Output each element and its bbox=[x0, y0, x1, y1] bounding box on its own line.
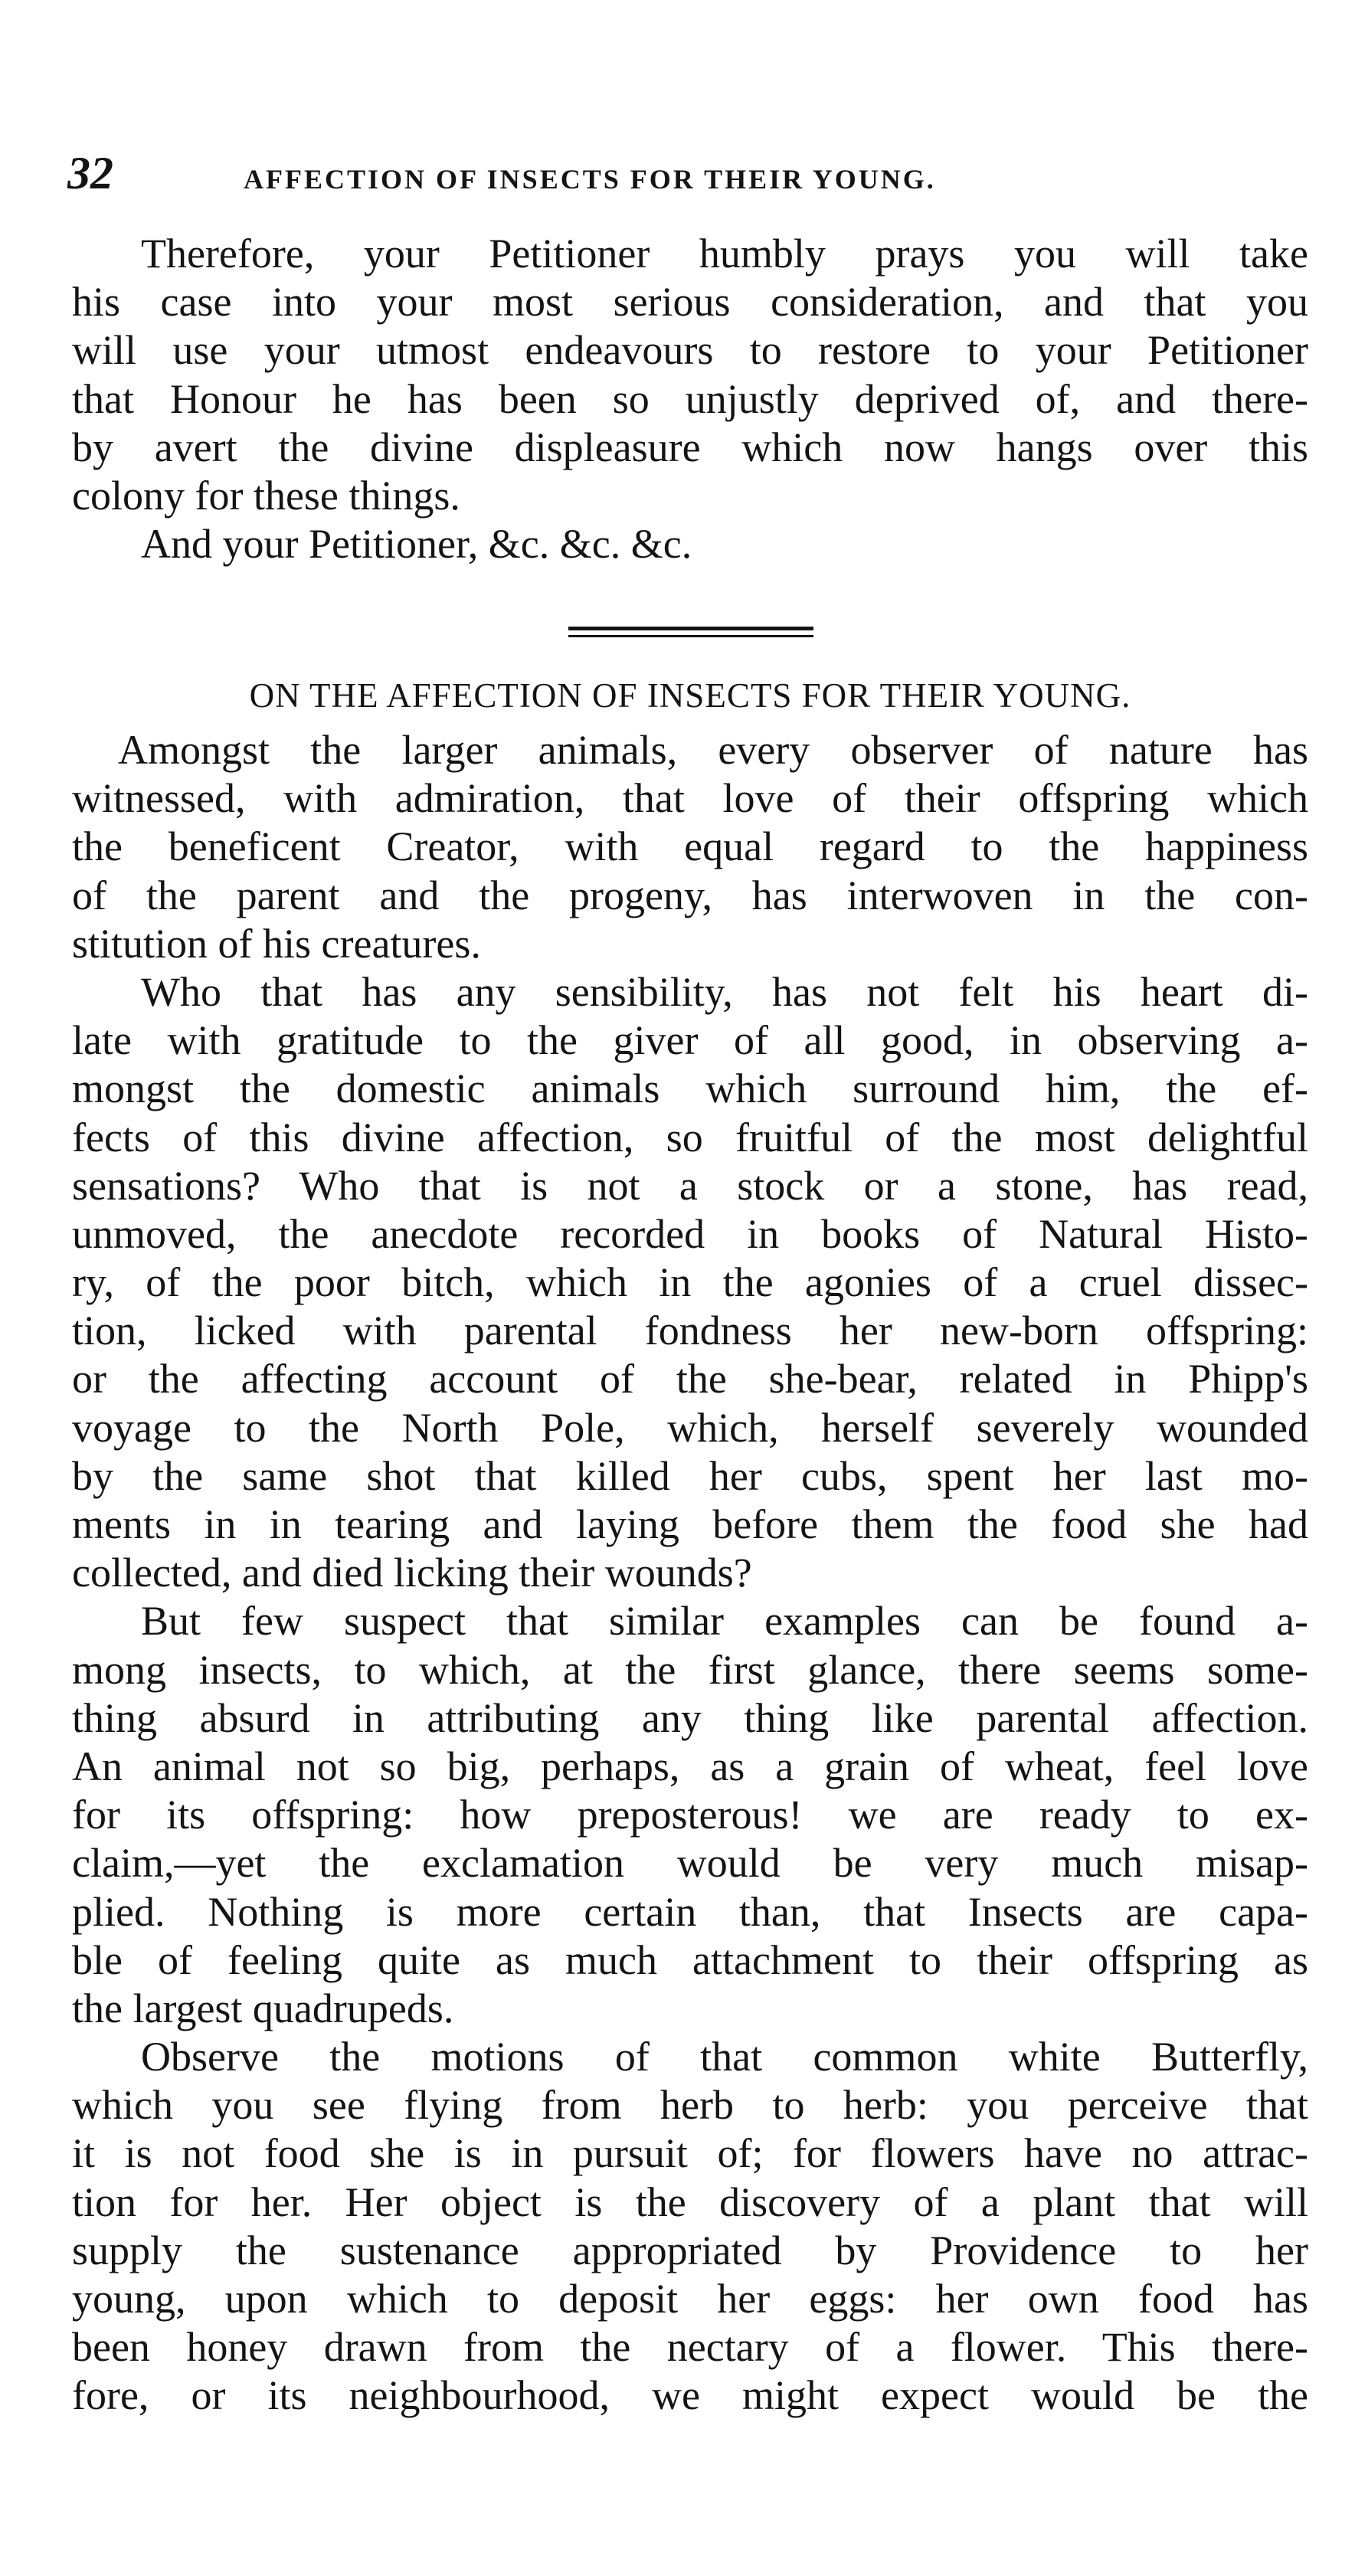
text-line: for its offspring: how preposterous! we are ready to ex- bbox=[72, 1792, 1308, 1838]
text-line: collected, and died licking their wounds? bbox=[72, 1550, 752, 1596]
text-line: ble of feeling quite as much attachment to their offspring as bbox=[72, 1936, 1308, 1983]
section-heading: ON THE AFFECTION OF INSECTS FOR THEIR YOUNG. bbox=[249, 676, 1131, 715]
petition-text bbox=[72, 230, 1308, 568]
text-line: supply the sustenance appropriated by Providence to her bbox=[72, 2227, 1308, 2273]
text-line: thing absurd in attributing any thing like parental affection. bbox=[72, 1694, 1308, 1741]
text-line: by avert the divine displeasure which now hangs over this bbox=[72, 424, 1308, 470]
text-line: But few suspect that similar examples can be found a- bbox=[141, 1598, 1308, 1645]
text-line: voyage to the North Pole, which, herself severely wounded bbox=[72, 1404, 1308, 1451]
text-line: witnessed, with admiration, that love of their offspring which bbox=[72, 775, 1308, 822]
article-body bbox=[72, 726, 1308, 2421]
text-line: young, upon which to deposit her eggs: her own food has bbox=[72, 2276, 1308, 2322]
text-line: An animal not so big, perhaps, as a grain of wheat, feel love bbox=[72, 1743, 1308, 1789]
text-line: ry, of the poor bitch, which in the agonies of a cruel dissec- bbox=[72, 1259, 1308, 1306]
text-line: the beneficent Creator, with equal regard to the happiness bbox=[72, 823, 1308, 870]
text-line: fore, or its neighbourhood, we might expect would be the bbox=[72, 2372, 1308, 2419]
text-line: Who that has any sensibility, has not felt his heart di- bbox=[141, 968, 1308, 1015]
text-line: And your Petitioner, &c. &c. &c. bbox=[141, 521, 692, 568]
text-line: by the same shot that killed her cubs, spent her last mo- bbox=[72, 1452, 1308, 1499]
text-line: of the parent and the progeny, has interwoven in the con- bbox=[72, 872, 1308, 918]
text-line: mong insects, to which, at the first glance, there seems some- bbox=[72, 1646, 1308, 1693]
text-line: fects of this divine affection, so fruitful of the most delightful bbox=[72, 1114, 1308, 1160]
text-line: his case into your most serious consideration, and that you bbox=[72, 279, 1308, 326]
text-line: ments in in tearing and laying before them the food she had bbox=[72, 1501, 1308, 1547]
text-line: the largest quadrupeds. bbox=[72, 1985, 454, 2031]
text-line: which you see flying from herb to herb: you perceive that bbox=[72, 2082, 1308, 2129]
text-line: Therefore, your Petitioner humbly prays you will take bbox=[141, 231, 1308, 277]
text-line: tion, licked with parental fondness her new-born offspring: bbox=[72, 1308, 1308, 1354]
text-line: stitution of his creatures. bbox=[72, 920, 481, 967]
text-line: claim,—yet the exclamation would be very much misap- bbox=[72, 1840, 1308, 1887]
text-line: unmoved, the anecdote recorded in books of Natural Histo- bbox=[72, 1210, 1308, 1257]
text-line: been honey drawn from the nectary of a flower. This there- bbox=[72, 2324, 1308, 2371]
text-line: Amongst the larger animals, every observer of nature has bbox=[118, 727, 1308, 773]
text-line: late with gratitude to the giver of all good, in observing a- bbox=[72, 1017, 1308, 1064]
text-line: plied. Nothing is more certain than, that Insects are capa- bbox=[72, 1888, 1308, 1935]
running-title: AFFECTION OF INSECTS FOR THEIR YOUNG. bbox=[244, 164, 936, 195]
text-line: Observe the motions of that common white Butterfly, bbox=[141, 2034, 1308, 2080]
text-line: or the affecting account of the she-bear, related in Phipp's bbox=[72, 1356, 1308, 1403]
text-line: mongst the domestic animals which surround him, the ef- bbox=[72, 1065, 1308, 1112]
section-divider bbox=[568, 635, 813, 637]
section-divider bbox=[568, 627, 813, 630]
text-line: colony for these things. bbox=[72, 472, 460, 519]
text-line: sensations? Who that is not a stock or a stone, has read, bbox=[72, 1162, 1308, 1209]
text-line: it is not food she is in pursuit of; for flowers have no attrac- bbox=[72, 2130, 1308, 2177]
text-line: will use your utmost endeavours to restore to your Petitioner bbox=[72, 327, 1308, 374]
text-line: that Honour he has been so unjustly deprived of, and there- bbox=[72, 375, 1308, 422]
running-head bbox=[61, 147, 1302, 208]
page-number: 32 bbox=[67, 148, 113, 198]
text-line: tion for her. Her object is the discovery of a plant that will bbox=[72, 2178, 1308, 2225]
